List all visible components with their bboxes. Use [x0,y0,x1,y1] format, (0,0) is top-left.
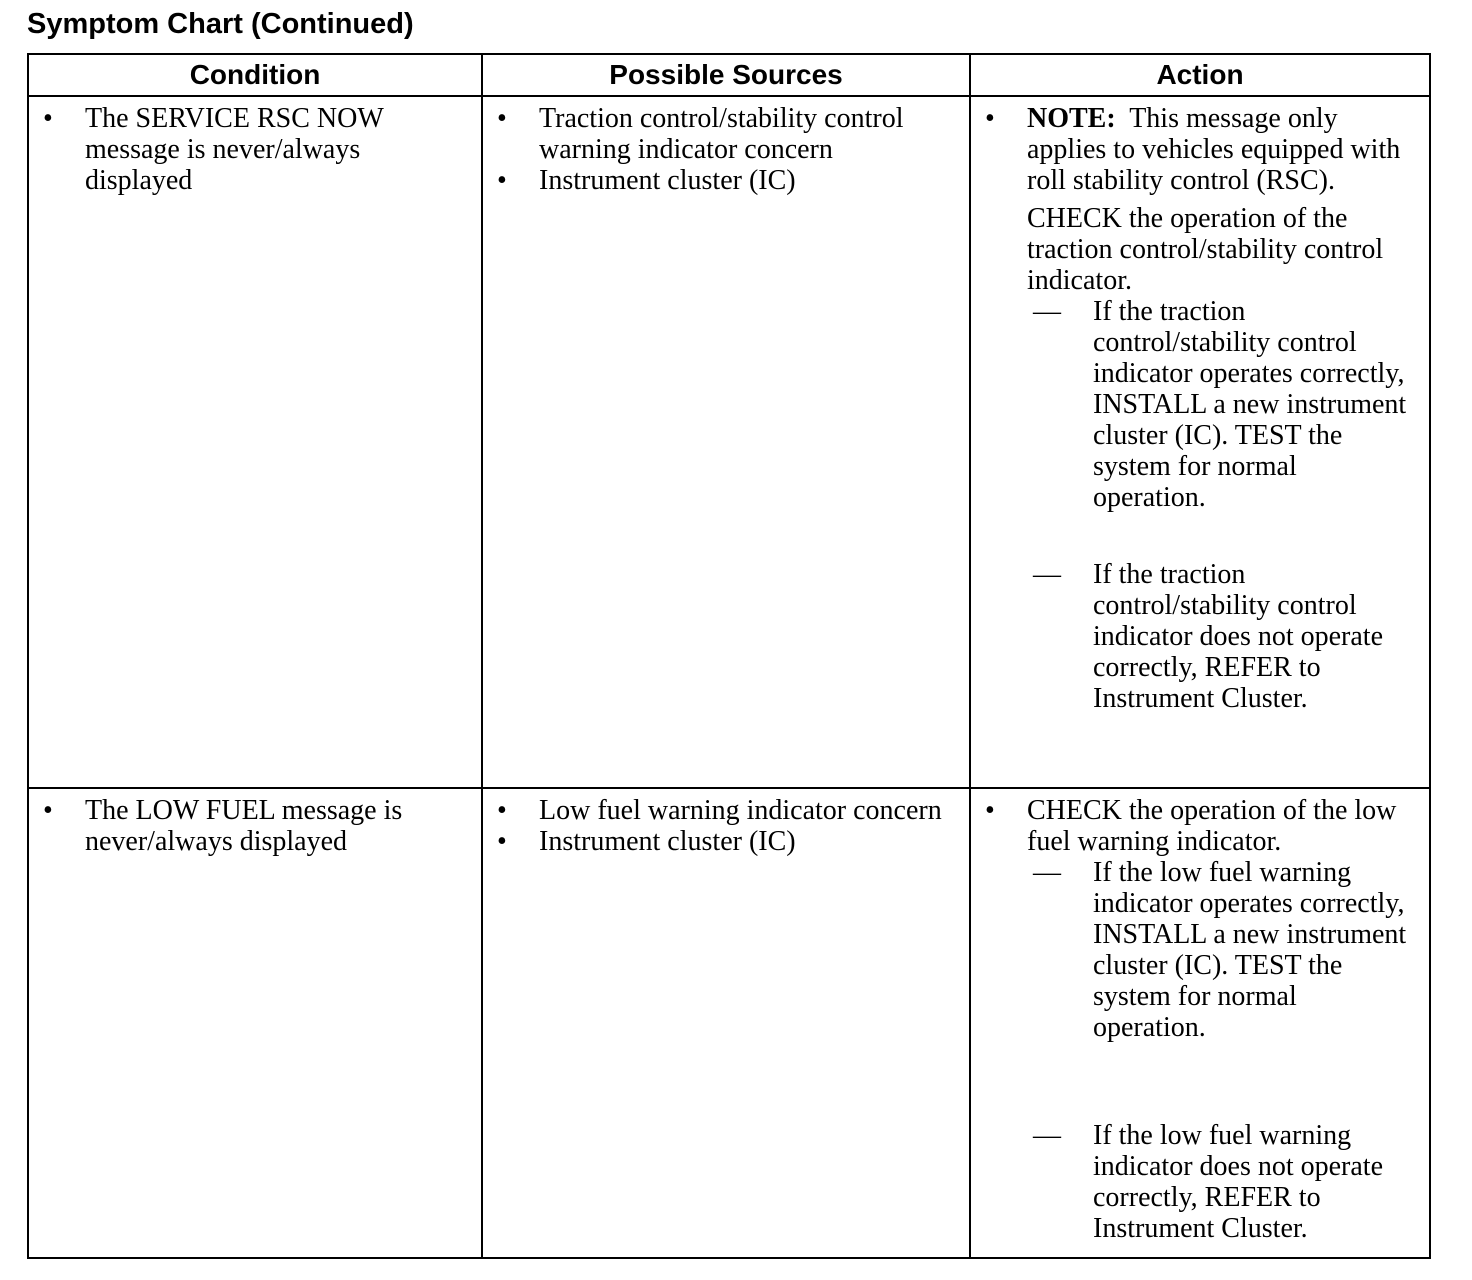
sources-cell [482,96,970,788]
sub-step [1027,296,1413,513]
action-list [981,103,1413,714]
sub-step [1027,857,1413,1043]
sources-list [493,103,953,196]
condition-cell [28,96,482,788]
list-item [981,795,1413,1244]
sub-step [1027,559,1413,714]
sub-step-text: If the low fuel warning indicator operates correctly, INSTALL a new instrument cluster (IC). TEST the system for normal operation. [1093,857,1407,1043]
dash-icon: — [1033,1120,1061,1151]
condition-list [39,103,465,196]
bullet-icon: • [43,103,53,134]
bullet-icon: • [497,103,507,134]
header-condition: Condition [28,54,482,96]
page-title: Symptom Chart (Continued) [27,8,414,40]
list-item [39,103,465,196]
list-item [493,826,953,857]
condition-text: The SERVICE RSC NOW message is never/always displayed [85,103,384,196]
action-list [981,795,1413,1244]
sub-step [1027,1120,1413,1244]
source-text: Traction control/stability control warning indicator concern [539,103,904,165]
list-item [493,103,953,165]
sources-list [493,795,953,857]
bullet-icon: • [985,795,995,826]
sub-step-text: If the traction control/stability control indicator does not operate correctly, REFER to Instrument Cluster. [1093,559,1384,714]
header-action: Action [970,54,1430,96]
condition-text: The LOW FUEL message is never/always displayed [85,795,403,857]
note-label: NOTE: [1027,103,1116,134]
list-item [493,165,953,196]
bullet-icon: • [985,103,995,134]
condition-cell [28,788,482,1258]
check-instruction: CHECK the operation of the traction control/stability control indicator. [1027,203,1384,296]
action-cell [970,96,1430,788]
note [1027,103,1413,196]
note-text: This message only applies to vehicles equipped with roll stability control (RSC). [1027,103,1401,196]
dash-icon: — [1033,857,1061,888]
check-instruction: CHECK the operation of the low fuel warning indicator. [1027,795,1397,857]
bullet-icon: • [497,826,507,857]
source-text: Instrument cluster (IC) [539,826,796,857]
dash-icon: — [1033,296,1061,327]
sources-cell [482,788,970,1258]
sub-step-text: If the low fuel warning indicator does not operate correctly, REFER to Instrument Cluster. [1093,1120,1384,1244]
header-possible-sources: Possible Sources [482,54,970,96]
source-text: Low fuel warning indicator concern [539,795,942,826]
symptom-chart-table [27,53,1431,1259]
list-item [981,103,1413,714]
condition-list [39,795,465,857]
bullet-icon: • [497,165,507,196]
table-header-row [28,54,1430,96]
list-item [493,795,953,826]
list-item [39,795,465,857]
action-cell [970,788,1430,1258]
bullet-icon: • [497,795,507,826]
table-row [28,788,1430,1258]
sub-step-text: If the traction control/stability control indicator operates correctly, INSTALL a new instrument cluster (IC). TEST the system for normal operation. [1093,296,1407,513]
bullet-icon: • [43,795,53,826]
dash-icon: — [1033,559,1061,590]
table-row [28,96,1430,788]
source-text: Instrument cluster (IC) [539,165,796,196]
